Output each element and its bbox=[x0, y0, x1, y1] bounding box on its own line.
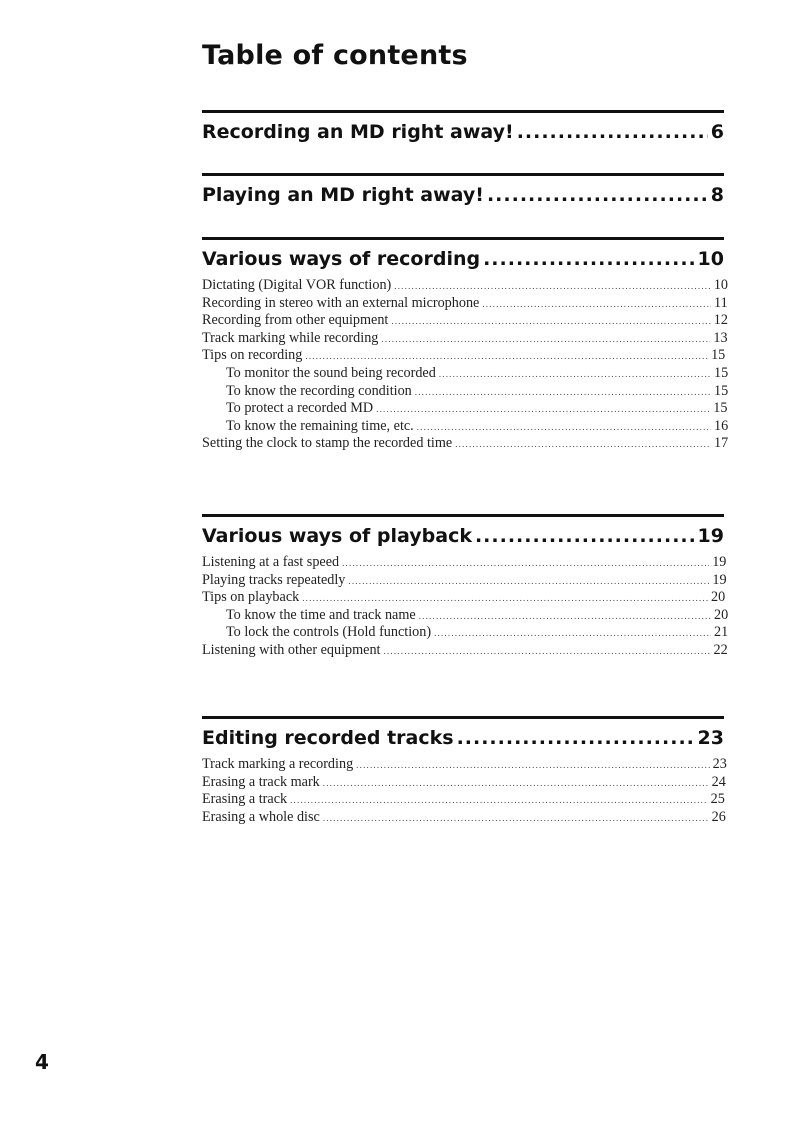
entry-page-number: 19 bbox=[712, 554, 727, 570]
entry-page-number: 20 bbox=[714, 606, 729, 623]
section-heading-text: Various ways of playback bbox=[202, 525, 472, 547]
toc-section-playing-right-away bbox=[202, 173, 724, 206]
section-rule bbox=[202, 110, 724, 113]
entry-title: Erasing a whole disc bbox=[202, 808, 320, 825]
section-page-number: 19 bbox=[697, 525, 724, 547]
leader-dots bbox=[302, 590, 708, 607]
toc-subentry[interactable] bbox=[202, 364, 729, 383]
entry-page-number: 11 bbox=[714, 294, 728, 311]
entry-page-number: 15 bbox=[714, 364, 729, 381]
leader-dots bbox=[342, 555, 709, 572]
section-page-number: 8 bbox=[710, 184, 724, 206]
entry-page-number: 13 bbox=[713, 329, 728, 346]
entry-list bbox=[202, 277, 729, 453]
section-heading-text: Recording an MD right away! bbox=[202, 121, 514, 143]
entry-title: To know the time and track name bbox=[226, 606, 416, 623]
toc-entry[interactable] bbox=[202, 312, 728, 330]
section-heading[interactable] bbox=[202, 184, 724, 206]
section-heading[interactable] bbox=[202, 727, 724, 749]
toc-entry[interactable] bbox=[202, 329, 728, 348]
toc-section-editing-tracks bbox=[202, 716, 727, 826]
toc-entry[interactable] bbox=[202, 589, 724, 607]
section-rule bbox=[202, 514, 724, 517]
toc-entry[interactable] bbox=[202, 435, 729, 453]
toc-entry[interactable] bbox=[202, 809, 724, 827]
leader-dots bbox=[348, 573, 709, 590]
entry-page-number: 25 bbox=[710, 791, 725, 808]
section-heading[interactable] bbox=[202, 248, 724, 270]
leader-dots bbox=[394, 278, 711, 295]
leader-dots bbox=[417, 419, 711, 436]
entry-page-number: 19 bbox=[712, 571, 727, 588]
leader-dots bbox=[419, 608, 711, 625]
leader-dots bbox=[457, 727, 695, 749]
toc-subentry[interactable] bbox=[202, 382, 729, 401]
leader-dots bbox=[391, 313, 710, 330]
entry-page-number: 26 bbox=[711, 808, 726, 825]
leader-dots bbox=[323, 810, 709, 827]
page-number: 4 bbox=[35, 1050, 49, 1074]
toc-entry[interactable] bbox=[202, 554, 727, 572]
entry-page-number: 15 bbox=[713, 400, 728, 417]
entry-title: Setting the clock to stamp the recorded time bbox=[202, 435, 453, 452]
leader-dots bbox=[482, 296, 711, 313]
leader-dots bbox=[384, 643, 711, 660]
section-heading[interactable] bbox=[202, 121, 724, 143]
toc-entry[interactable] bbox=[202, 347, 724, 365]
section-rule bbox=[202, 716, 724, 719]
section-heading-text: Editing recorded tracks bbox=[202, 727, 454, 749]
entry-title: To know the recording condition bbox=[226, 382, 412, 399]
entry-title: Erasing a track bbox=[202, 791, 288, 808]
section-heading[interactable] bbox=[202, 525, 724, 547]
leader-dots bbox=[323, 775, 709, 792]
entry-title: Track marking a recording bbox=[202, 756, 354, 772]
entry-title: To monitor the sound being recorded bbox=[226, 364, 436, 381]
leader-dots bbox=[483, 248, 694, 270]
entry-page-number: 16 bbox=[714, 417, 729, 434]
entry-title: Tips on recording bbox=[202, 347, 303, 364]
toc-entry[interactable] bbox=[202, 641, 728, 660]
leader-dots bbox=[381, 331, 710, 348]
page-title: Table of contents bbox=[202, 40, 468, 71]
leader-dots bbox=[455, 436, 711, 453]
entry-title: Erasing a track mark bbox=[202, 773, 320, 790]
entry-title: Tips on playback bbox=[202, 589, 300, 606]
toc-section-recording-right-away bbox=[202, 110, 724, 143]
section-page-number: 23 bbox=[697, 727, 724, 749]
entry-page-number: 17 bbox=[714, 435, 729, 452]
entry-page-number: 21 bbox=[714, 624, 729, 641]
toc-subentry[interactable] bbox=[202, 400, 728, 418]
section-page-number: 6 bbox=[710, 121, 724, 143]
entry-title: Listening with other equipment bbox=[202, 641, 381, 658]
entry-title: Listening at a fast speed bbox=[202, 554, 340, 570]
entry-title: Recording in stereo with an external microphone bbox=[202, 294, 480, 311]
toc-subentry[interactable] bbox=[202, 417, 729, 436]
leader-dots bbox=[439, 366, 711, 383]
toc-section-ways-of-recording bbox=[202, 237, 729, 453]
toc-entry[interactable] bbox=[202, 774, 724, 792]
section-rule bbox=[202, 237, 724, 240]
leader-dots bbox=[290, 792, 708, 809]
section-page-number: 10 bbox=[697, 248, 724, 270]
leader-dots bbox=[415, 384, 711, 401]
entry-title: To protect a recorded MD bbox=[226, 400, 374, 417]
entry-page-number: 24 bbox=[711, 773, 726, 790]
entry-title: To know the remaining time, etc. bbox=[226, 417, 414, 434]
section-heading-text: Various ways of recording bbox=[202, 248, 481, 270]
entry-title: Dictating (Digital VOR function) bbox=[202, 277, 392, 293]
toc-entry[interactable] bbox=[202, 756, 727, 774]
toc-entry[interactable] bbox=[202, 571, 727, 590]
entry-page-number: 15 bbox=[714, 382, 729, 399]
entry-page-number: 22 bbox=[713, 641, 728, 658]
toc-entry[interactable] bbox=[202, 294, 728, 313]
leader-dots bbox=[376, 401, 710, 418]
toc-entry[interactable] bbox=[202, 791, 724, 809]
entry-page-number: 12 bbox=[713, 312, 728, 329]
entry-list bbox=[202, 554, 729, 660]
toc-section-ways-of-playback bbox=[202, 514, 729, 660]
entry-title: Recording from other equipment bbox=[202, 312, 389, 329]
entry-page-number: 23 bbox=[712, 756, 727, 772]
toc-subentry[interactable] bbox=[202, 606, 729, 625]
toc-entry[interactable] bbox=[202, 277, 729, 295]
section-rule bbox=[202, 173, 724, 176]
leader-dots bbox=[517, 121, 708, 143]
entry-page-number: 15 bbox=[711, 347, 726, 364]
entry-page-number: 20 bbox=[710, 589, 726, 606]
section-heading-text: Playing an MD right away! bbox=[202, 184, 484, 206]
entry-title: Playing tracks repeatedly bbox=[202, 571, 346, 588]
toc-subentry[interactable] bbox=[202, 624, 729, 642]
leader-dots bbox=[475, 525, 695, 547]
leader-dots bbox=[305, 348, 708, 365]
leader-dots bbox=[434, 625, 711, 642]
entry-title: Track marking while recording bbox=[202, 329, 379, 346]
entry-list bbox=[202, 756, 727, 826]
entry-page-number: 10 bbox=[713, 277, 729, 293]
leader-dots bbox=[487, 184, 708, 206]
leader-dots bbox=[356, 757, 709, 774]
entry-title: To lock the controls (Hold function) bbox=[226, 624, 432, 641]
